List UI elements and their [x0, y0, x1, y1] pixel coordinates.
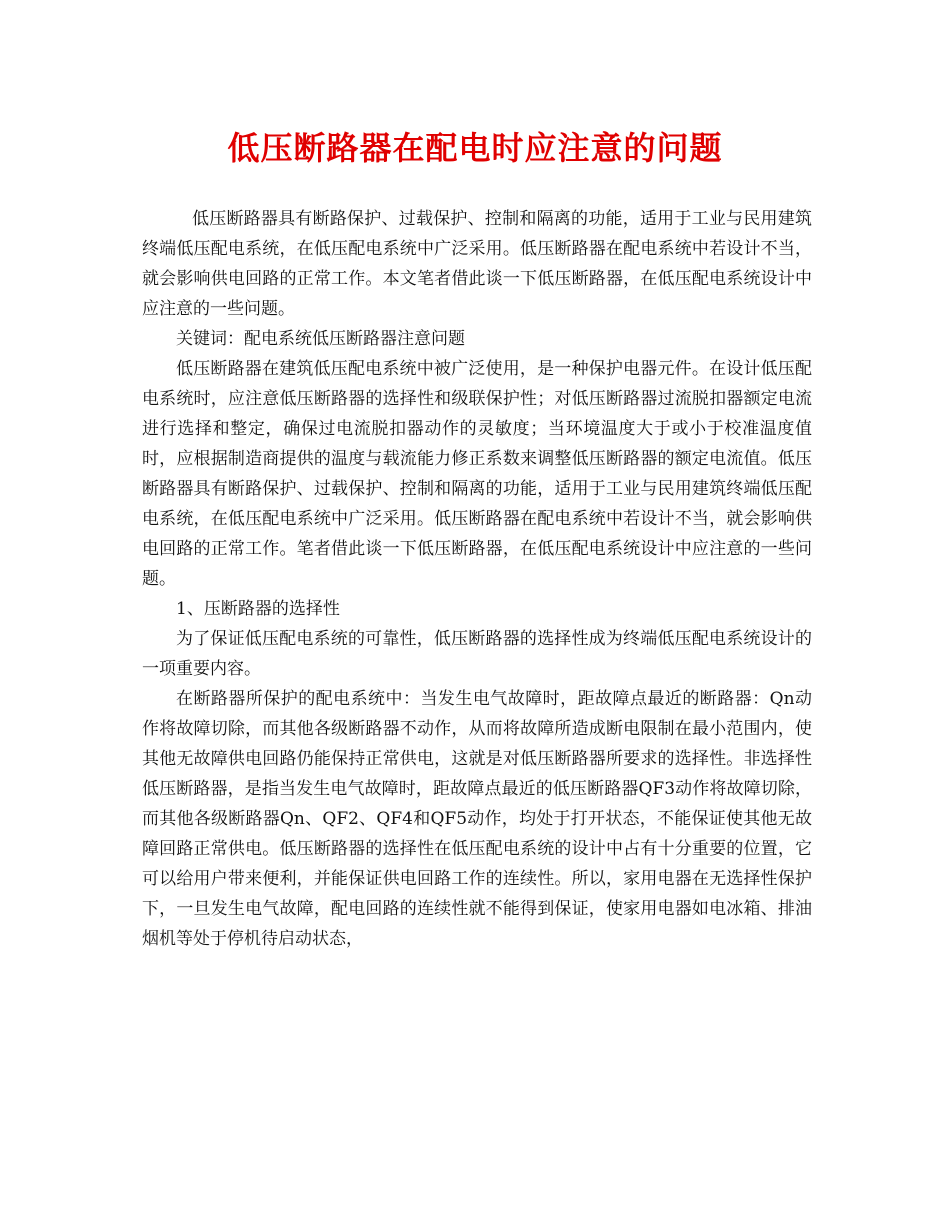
paragraph-keywords: 关键词：配电系统低压断路器注意问题: [176, 329, 465, 349]
paragraph-overview: 低压断路器在建筑低压配电系统中被广泛使用，是一种保护电器元件。在设计低压配电系统时，应注意低压断路器的选择性和级联保护性；对低压断路器过流脱扣器额定电流进行选择和整定，确保过电流脱扣器动作的灵敏度；当环境温度大于或小于校准温度值时，应根据制造商提供的温度与载流能力修正系数来调整低压断路器的额定电流值。低压断路器具有断路保护、过载保护、控制和隔离的功能，适用于工业与民用建筑终端低压配电系统，在低压配电系统中广泛采用。低压断路器在配电系统中若设计不当，就会影响供电回路的正常工作。笔者借此谈一下低压断路器，在低压配电系统设计中应注意的一些问题。: [142, 359, 812, 589]
paragraph-selectivity-purpose: 为了保证低压配电系统的可靠性，低压断路器的选择性成为终端低压配电系统设计的一项重要内容。: [142, 629, 812, 679]
paragraph-intro: 低压断路器具有断路保护、过载保护、控制和隔离的功能，适用于工业与民用建筑终端低压配电系统，在低压配电系统中广泛采用。低压断路器在配电系统中若设计不当，就会影响供电回路的正常工作。本文笔者借此谈一下低压断路器，在低压配电系统设计中应注意的一些问题。: [142, 209, 812, 319]
paragraph-selectivity-detail: 在断路器所保护的配电系统中：当发生电气故障时，距故障点最近的断路器：Qn动作将故障切除，而其他各级断路器不动作，从而将故障所造成断电限制在最小范围内，使其他无故障供电回路仍能保持正常供电，这就是对低压断路器所要求的选择性。非选择性低压断路器，是指当发生电气故障时，距故障点最近的低压断路器QF3动作将故障切除，而其他各级断路器Qn、QF2、QF4和QF5动作，均处于打开状态，不能保证使其他无故障回路正常供电。低压断路器的选择性在低压配电系统的设计中占有十分重要的位置，它可以给用户带来便利，并能保证供电回路工作的连续性。所以，家用电器在无选择性保护下，一旦发生电气故障，配电回路的连续性就不能得到保证，使家用电器如电冰箱、排油烟机等处于停机待启动状态，: [142, 689, 812, 949]
document-title: 低压断路器在配电时应注意的问题: [227, 129, 723, 167]
section-heading-selectivity: 1、压断路器的选择性: [176, 599, 340, 619]
document-body: [142, 204, 812, 954]
